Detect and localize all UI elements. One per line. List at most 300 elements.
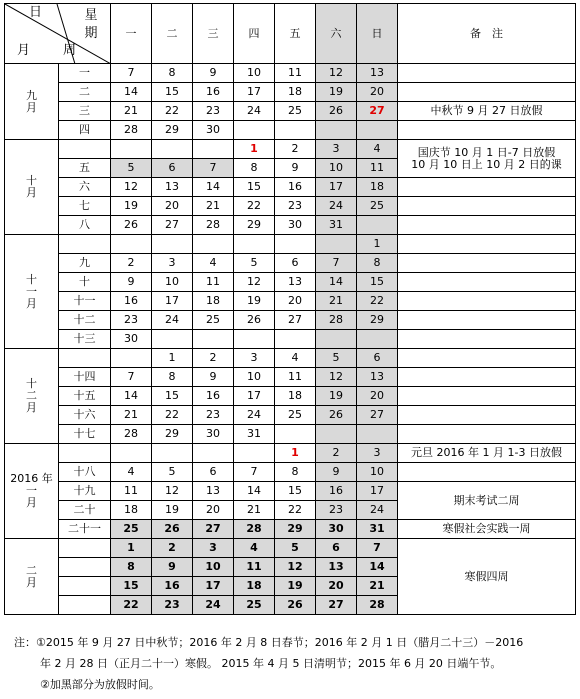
day-cell: 27 xyxy=(193,520,234,539)
day-cell: 24 xyxy=(152,311,193,330)
week-row xyxy=(5,292,576,311)
day-cell: 31 xyxy=(234,425,275,444)
week-number xyxy=(59,349,111,368)
day-cell: 6 xyxy=(152,159,193,178)
note-cell-empty xyxy=(398,197,576,216)
day-cell: 12 xyxy=(111,178,152,197)
day-cell: 13 xyxy=(357,64,398,83)
day-cell: 1 xyxy=(111,539,152,558)
day-cell xyxy=(357,121,398,140)
day-cell: 4 xyxy=(234,539,275,558)
week-number: 五 xyxy=(59,159,111,178)
week-row xyxy=(5,387,576,406)
day-cell xyxy=(234,235,275,254)
day-cell: 31 xyxy=(357,520,398,539)
day-cell: 12 xyxy=(316,64,357,83)
note-cell-empty xyxy=(398,216,576,235)
day-cell: 24 xyxy=(234,406,275,425)
day-cell: 6 xyxy=(275,254,316,273)
month-label: 2016 年 一 月 xyxy=(5,444,59,539)
day-cell: 12 xyxy=(316,368,357,387)
day-cell: 27 xyxy=(357,406,398,425)
day-cell: 29 xyxy=(152,425,193,444)
corner-month-label: 月 xyxy=(17,43,31,58)
week-row xyxy=(5,539,576,558)
day-cell: 15 xyxy=(275,482,316,501)
day-cell: 9 xyxy=(111,273,152,292)
week-row xyxy=(5,520,576,539)
day-cell: 28 xyxy=(193,216,234,235)
week-row xyxy=(5,254,576,273)
day-cell: 26 xyxy=(316,102,357,121)
day-cell: 13 xyxy=(316,558,357,577)
week-number: 四 xyxy=(59,121,111,140)
day-cell: 5 xyxy=(316,349,357,368)
day-cell: 5 xyxy=(275,539,316,558)
day-cell: 18 xyxy=(193,292,234,311)
day-cell: 22 xyxy=(152,406,193,425)
day-cell: 11 xyxy=(357,159,398,178)
day-cell xyxy=(316,330,357,349)
corner-weekday-label: 星期 xyxy=(84,8,98,41)
week-number: 八 xyxy=(59,216,111,235)
day-cell: 14 xyxy=(316,273,357,292)
day-cell: 7 xyxy=(316,254,357,273)
day-cell: 28 xyxy=(357,596,398,615)
corner-header-cell xyxy=(5,4,111,64)
day-cell: 15 xyxy=(152,83,193,102)
day-cell: 9 xyxy=(152,558,193,577)
week-number xyxy=(59,577,111,596)
day-cell: 26 xyxy=(316,406,357,425)
day-cell: 3 xyxy=(234,349,275,368)
note-cell-empty xyxy=(398,178,576,197)
day-cell: 7 xyxy=(111,368,152,387)
day-cell xyxy=(357,425,398,444)
day-cell: 9 xyxy=(193,368,234,387)
day-cell xyxy=(316,121,357,140)
day-cell: 21 xyxy=(234,501,275,520)
week-row xyxy=(5,178,576,197)
day-cell: 14 xyxy=(111,387,152,406)
day-cell xyxy=(234,330,275,349)
day-cell: 21 xyxy=(316,292,357,311)
week-row xyxy=(5,273,576,292)
day-cell: 7 xyxy=(193,159,234,178)
corner-day-label: 日 xyxy=(29,5,43,20)
week-number: 一 xyxy=(59,64,111,83)
week-row xyxy=(5,197,576,216)
day-cell: 8 xyxy=(234,159,275,178)
day-cell: 7 xyxy=(234,463,275,482)
day-cell: 23 xyxy=(275,197,316,216)
day-cell: 4 xyxy=(193,254,234,273)
day-cell: 10 xyxy=(152,273,193,292)
day-cell: 9 xyxy=(193,64,234,83)
note-cell-empty xyxy=(398,235,576,254)
day-cell: 23 xyxy=(193,102,234,121)
week-number: 十九 xyxy=(59,482,111,501)
note-cell-empty xyxy=(398,406,576,425)
month-label: 十 二 月 xyxy=(5,349,59,444)
note-cell-empty xyxy=(398,425,576,444)
day-cell: 8 xyxy=(275,463,316,482)
day-cell: 2 xyxy=(275,140,316,159)
day-cell xyxy=(316,235,357,254)
day-cell: 22 xyxy=(275,501,316,520)
day-cell: 26 xyxy=(111,216,152,235)
note-cell: 国庆节 10 月 1 日-7 日放假 10 月 10 日上 10 月 2 日的课 xyxy=(398,140,576,178)
day-cell: 8 xyxy=(111,558,152,577)
day-cell: 27 xyxy=(316,596,357,615)
week-row xyxy=(5,311,576,330)
day-cell: 5 xyxy=(111,159,152,178)
day-cell xyxy=(111,140,152,159)
week-row xyxy=(5,368,576,387)
day-cell: 17 xyxy=(234,83,275,102)
day-cell: 3 xyxy=(152,254,193,273)
day-cell: 18 xyxy=(357,178,398,197)
day-cell: 29 xyxy=(234,216,275,235)
day-cell: 31 xyxy=(316,216,357,235)
day-cell: 2 xyxy=(193,349,234,368)
day-cell: 28 xyxy=(234,520,275,539)
day-cell: 19 xyxy=(316,387,357,406)
day-cell: 20 xyxy=(193,501,234,520)
day-cell: 16 xyxy=(193,83,234,102)
day-cell: 19 xyxy=(111,197,152,216)
week-row xyxy=(5,425,576,444)
day-cell: 13 xyxy=(193,482,234,501)
day-cell: 22 xyxy=(234,197,275,216)
day-cell: 11 xyxy=(234,558,275,577)
day-cell: 11 xyxy=(193,273,234,292)
month-label: 十 月 xyxy=(5,140,59,235)
footnote-line-1: 注：①2015 年 9 月 27 日中秋节；2016 年 2 月 8 日春节；2016 年 2 月 1 日（腊月二十三）－2016 xyxy=(14,636,524,649)
day-cell: 16 xyxy=(275,178,316,197)
note-cell-empty xyxy=(398,64,576,83)
week-row xyxy=(5,64,576,83)
week-number: 九 xyxy=(59,254,111,273)
day-cell: 30 xyxy=(193,121,234,140)
week-number xyxy=(59,558,111,577)
day-cell xyxy=(357,216,398,235)
day-cell xyxy=(357,330,398,349)
day-cell: 2 xyxy=(111,254,152,273)
day-cell: 13 xyxy=(275,273,316,292)
day-cell: 16 xyxy=(316,482,357,501)
day-cell: 1 xyxy=(234,140,275,159)
week-row xyxy=(5,140,576,159)
day-cell: 4 xyxy=(357,140,398,159)
day-cell: 4 xyxy=(275,349,316,368)
day-cell xyxy=(275,330,316,349)
day-cell: 14 xyxy=(193,178,234,197)
day-cell: 8 xyxy=(152,368,193,387)
weekday-header: 四 xyxy=(234,4,275,64)
week-number: 二 xyxy=(59,83,111,102)
day-cell: 1 xyxy=(275,444,316,463)
day-cell: 15 xyxy=(152,387,193,406)
day-cell: 29 xyxy=(275,520,316,539)
day-cell: 12 xyxy=(234,273,275,292)
week-number: 十二 xyxy=(59,311,111,330)
day-cell: 2 xyxy=(316,444,357,463)
day-cell: 23 xyxy=(152,596,193,615)
day-cell: 6 xyxy=(193,463,234,482)
day-cell: 11 xyxy=(275,368,316,387)
week-number: 十一 xyxy=(59,292,111,311)
day-cell: 5 xyxy=(152,463,193,482)
week-number: 十六 xyxy=(59,406,111,425)
day-cell: 27 xyxy=(275,311,316,330)
week-number: 二十一 xyxy=(59,520,111,539)
weekday-header: 一 xyxy=(111,4,152,64)
day-cell: 19 xyxy=(275,577,316,596)
day-cell: 24 xyxy=(316,197,357,216)
day-cell xyxy=(152,330,193,349)
day-cell: 9 xyxy=(275,159,316,178)
day-cell: 11 xyxy=(275,64,316,83)
week-row xyxy=(5,463,576,482)
weekday-header: 五 xyxy=(275,4,316,64)
day-cell: 7 xyxy=(357,539,398,558)
week-row xyxy=(5,83,576,102)
day-cell: 23 xyxy=(193,406,234,425)
week-row xyxy=(5,330,576,349)
day-cell xyxy=(111,235,152,254)
day-cell: 20 xyxy=(316,577,357,596)
notes-header: 备 注 xyxy=(398,4,576,64)
day-cell: 25 xyxy=(275,406,316,425)
day-cell: 13 xyxy=(152,178,193,197)
week-number xyxy=(59,539,111,558)
day-cell: 6 xyxy=(357,349,398,368)
day-cell: 20 xyxy=(152,197,193,216)
day-cell: 21 xyxy=(111,102,152,121)
note-cell-empty xyxy=(398,330,576,349)
day-cell: 9 xyxy=(316,463,357,482)
day-cell: 29 xyxy=(152,121,193,140)
day-cell: 22 xyxy=(111,596,152,615)
day-cell: 19 xyxy=(234,292,275,311)
week-number: 十五 xyxy=(59,387,111,406)
note-cell-empty xyxy=(398,368,576,387)
week-number: 六 xyxy=(59,178,111,197)
note-cell-empty xyxy=(398,311,576,330)
note-cell-empty xyxy=(398,387,576,406)
day-cell: 14 xyxy=(111,83,152,102)
day-cell: 10 xyxy=(357,463,398,482)
day-cell: 14 xyxy=(357,558,398,577)
day-cell: 21 xyxy=(193,197,234,216)
day-cell: 17 xyxy=(193,577,234,596)
month-label: 二 月 xyxy=(5,539,59,615)
month-label: 九 月 xyxy=(5,64,59,140)
week-number: 十八 xyxy=(59,463,111,482)
day-cell: 23 xyxy=(316,501,357,520)
week-row xyxy=(5,121,576,140)
weekday-header: 六 xyxy=(316,4,357,64)
day-cell: 19 xyxy=(152,501,193,520)
day-cell: 25 xyxy=(234,596,275,615)
day-cell: 21 xyxy=(357,577,398,596)
day-cell: 8 xyxy=(152,64,193,83)
note-cell-empty xyxy=(398,273,576,292)
day-cell: 20 xyxy=(275,292,316,311)
day-cell: 30 xyxy=(275,216,316,235)
day-cell: 28 xyxy=(111,121,152,140)
day-cell: 4 xyxy=(111,463,152,482)
day-cell: 15 xyxy=(111,577,152,596)
note-cell-empty xyxy=(398,463,576,482)
day-cell: 15 xyxy=(234,178,275,197)
school-calendar-table xyxy=(4,3,576,615)
note-cell-empty xyxy=(398,83,576,102)
week-number: 十四 xyxy=(59,368,111,387)
day-cell: 27 xyxy=(152,216,193,235)
day-cell: 20 xyxy=(357,387,398,406)
corner-week-label: 周 xyxy=(63,43,77,58)
note-cell: 期末考试二周 xyxy=(398,482,576,520)
day-cell: 26 xyxy=(152,520,193,539)
week-row xyxy=(5,216,576,235)
day-cell: 30 xyxy=(316,520,357,539)
day-cell: 3 xyxy=(316,140,357,159)
day-cell xyxy=(275,235,316,254)
note-cell-empty xyxy=(398,349,576,368)
day-cell: 15 xyxy=(357,273,398,292)
day-cell: 5 xyxy=(234,254,275,273)
day-cell xyxy=(152,140,193,159)
day-cell: 18 xyxy=(234,577,275,596)
day-cell: 14 xyxy=(234,482,275,501)
week-number: 十七 xyxy=(59,425,111,444)
day-cell: 27 xyxy=(357,102,398,121)
day-cell: 16 xyxy=(152,577,193,596)
day-cell: 19 xyxy=(316,83,357,102)
day-cell: 1 xyxy=(357,235,398,254)
week-row xyxy=(5,482,576,501)
note-cell: 寒假社会实践一周 xyxy=(398,520,576,539)
day-cell: 3 xyxy=(357,444,398,463)
day-cell: 10 xyxy=(316,159,357,178)
day-cell: 18 xyxy=(275,387,316,406)
week-number: 三 xyxy=(59,102,111,121)
day-cell xyxy=(316,425,357,444)
day-cell xyxy=(275,425,316,444)
day-cell xyxy=(193,140,234,159)
day-cell: 30 xyxy=(111,330,152,349)
note-cell: 中秋节 9 月 27 日放假 xyxy=(398,102,576,121)
day-cell xyxy=(193,235,234,254)
weekday-header: 日 xyxy=(357,4,398,64)
day-cell: 25 xyxy=(193,311,234,330)
day-cell: 23 xyxy=(111,311,152,330)
note-cell: 寒假四周 xyxy=(398,539,576,615)
note-cell: 元旦 2016 年 1 月 1-3 日放假 xyxy=(398,444,576,463)
weekday-header: 二 xyxy=(152,4,193,64)
week-number xyxy=(59,444,111,463)
day-cell xyxy=(152,235,193,254)
day-cell: 12 xyxy=(152,482,193,501)
day-cell: 17 xyxy=(234,387,275,406)
note-cell-empty xyxy=(398,121,576,140)
week-number: 七 xyxy=(59,197,111,216)
week-number: 十 xyxy=(59,273,111,292)
day-cell xyxy=(111,349,152,368)
footnote-line-3: ②加黑部分为放假时间。 xyxy=(40,678,160,691)
day-cell: 18 xyxy=(111,501,152,520)
month-label: 十 一 月 xyxy=(5,235,59,349)
day-cell: 28 xyxy=(111,425,152,444)
day-cell: 1 xyxy=(152,349,193,368)
day-cell: 10 xyxy=(234,368,275,387)
day-cell: 2 xyxy=(152,539,193,558)
day-cell: 29 xyxy=(357,311,398,330)
day-cell: 20 xyxy=(357,83,398,102)
day-cell xyxy=(234,444,275,463)
day-cell: 16 xyxy=(111,292,152,311)
day-cell: 10 xyxy=(234,64,275,83)
day-cell: 7 xyxy=(111,64,152,83)
day-cell: 25 xyxy=(275,102,316,121)
day-cell: 10 xyxy=(193,558,234,577)
week-row xyxy=(5,102,576,121)
day-cell: 17 xyxy=(152,292,193,311)
day-cell: 22 xyxy=(357,292,398,311)
day-cell: 30 xyxy=(193,425,234,444)
day-cell: 21 xyxy=(111,406,152,425)
week-number xyxy=(59,596,111,615)
day-cell: 24 xyxy=(193,596,234,615)
week-row xyxy=(5,349,576,368)
day-cell: 6 xyxy=(316,539,357,558)
note-cell-empty xyxy=(398,292,576,311)
week-number: 十三 xyxy=(59,330,111,349)
header-row xyxy=(5,4,576,64)
day-cell xyxy=(275,121,316,140)
week-row xyxy=(5,406,576,425)
week-number xyxy=(59,140,111,159)
day-cell: 13 xyxy=(357,368,398,387)
day-cell: 25 xyxy=(357,197,398,216)
day-cell xyxy=(111,444,152,463)
note-cell-empty xyxy=(398,254,576,273)
day-cell: 18 xyxy=(275,83,316,102)
week-number xyxy=(59,235,111,254)
day-cell: 16 xyxy=(193,387,234,406)
day-cell xyxy=(193,330,234,349)
day-cell: 12 xyxy=(275,558,316,577)
day-cell: 8 xyxy=(357,254,398,273)
day-cell: 28 xyxy=(316,311,357,330)
day-cell: 3 xyxy=(193,539,234,558)
day-cell xyxy=(152,444,193,463)
day-cell: 24 xyxy=(234,102,275,121)
day-cell: 24 xyxy=(357,501,398,520)
weekday-header: 三 xyxy=(193,4,234,64)
week-row xyxy=(5,444,576,463)
week-row xyxy=(5,235,576,254)
day-cell: 17 xyxy=(316,178,357,197)
footnote-line-2: 年 2 月 28 日（正月二十一）寒假。 2015 年 4 月 5 日清明节；2015 年 6 月 20 日端午节。 xyxy=(40,657,502,670)
day-cell: 11 xyxy=(111,482,152,501)
day-cell: 22 xyxy=(152,102,193,121)
day-cell: 17 xyxy=(357,482,398,501)
day-cell xyxy=(234,121,275,140)
day-cell: 25 xyxy=(111,520,152,539)
